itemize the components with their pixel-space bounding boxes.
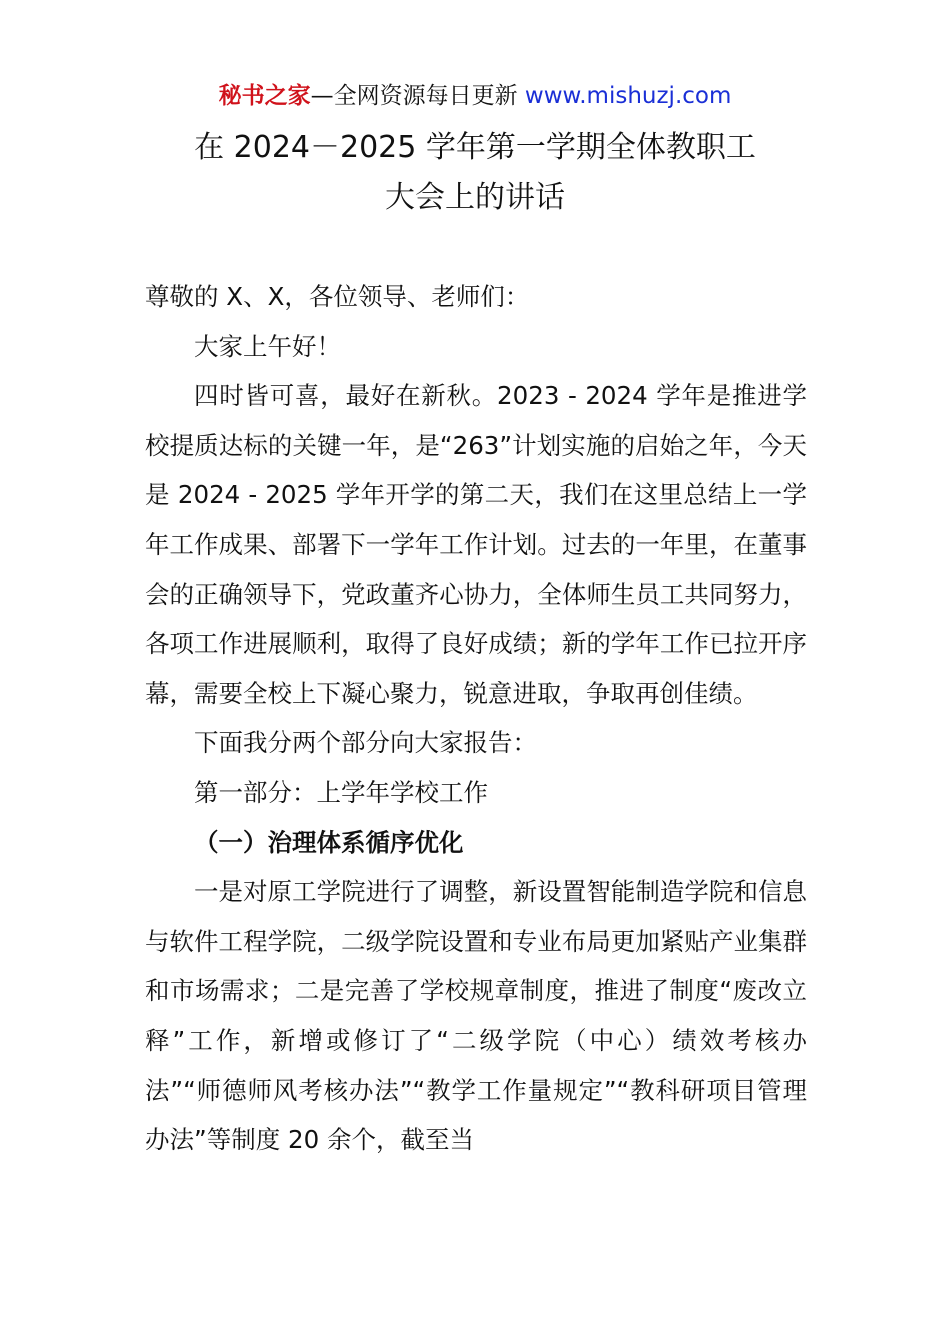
- section-one-heading: （一）治理体系循序优化: [194, 827, 464, 857]
- part-one-heading: 第一部分：上学年学校工作: [194, 777, 488, 807]
- report-intro: 下面我分两个部分向大家报告：: [194, 728, 537, 758]
- header-tagline: —全网资源每日更新: [310, 83, 525, 109]
- brand-name: 秘书之家: [218, 83, 311, 109]
- document-body: [145, 272, 807, 1165]
- site-header: [0, 80, 950, 112]
- document-title-line-2: 大会上的讲话: [385, 180, 565, 215]
- intro-paragraph: 四时皆可喜，最好在新秋。2023 - 2024 学年是推进学校提质达标的关键一年，是“263”计划实施的启始之年，今天是 2024 - 2025 学年开学的第二天，我们在这里总结上一学年工作成果、部署下一学年工作计划。过去的一年里，在董事会的正确领导下，党政董齐心协力，全体师生员工共同努力，各项工作进展顺利，取得了良好成绩；新的学年工作已拉开序幕，需要全校上下凝心聚力，锐意进取，争取再创佳绩。: [145, 381, 807, 708]
- section-one-paragraph: 一是对原工学院进行了调整，新设置智能制造学院和信息与软件工程学院，二级学院设置和专业布局更加紧贴产业集群和市场需求；二是完善了学校规章制度，推进了制度“废改立释”工作，新增或修订了“二级学院（中心）绩效考核办法”“师德师风考核办法”“教学工作量规定”“教科研项目管理办法”等制度 20 余个，截至当: [145, 877, 807, 1155]
- site-url[interactable]: www.mishuzj.com: [524, 83, 732, 109]
- document-title-line-1: 在 2024－2025 学年第一学期全体教职工: [194, 130, 756, 165]
- salutation: 尊敬的 X、X，各位领导、老师们：: [145, 282, 530, 311]
- greeting: 大家上午好！: [194, 331, 341, 361]
